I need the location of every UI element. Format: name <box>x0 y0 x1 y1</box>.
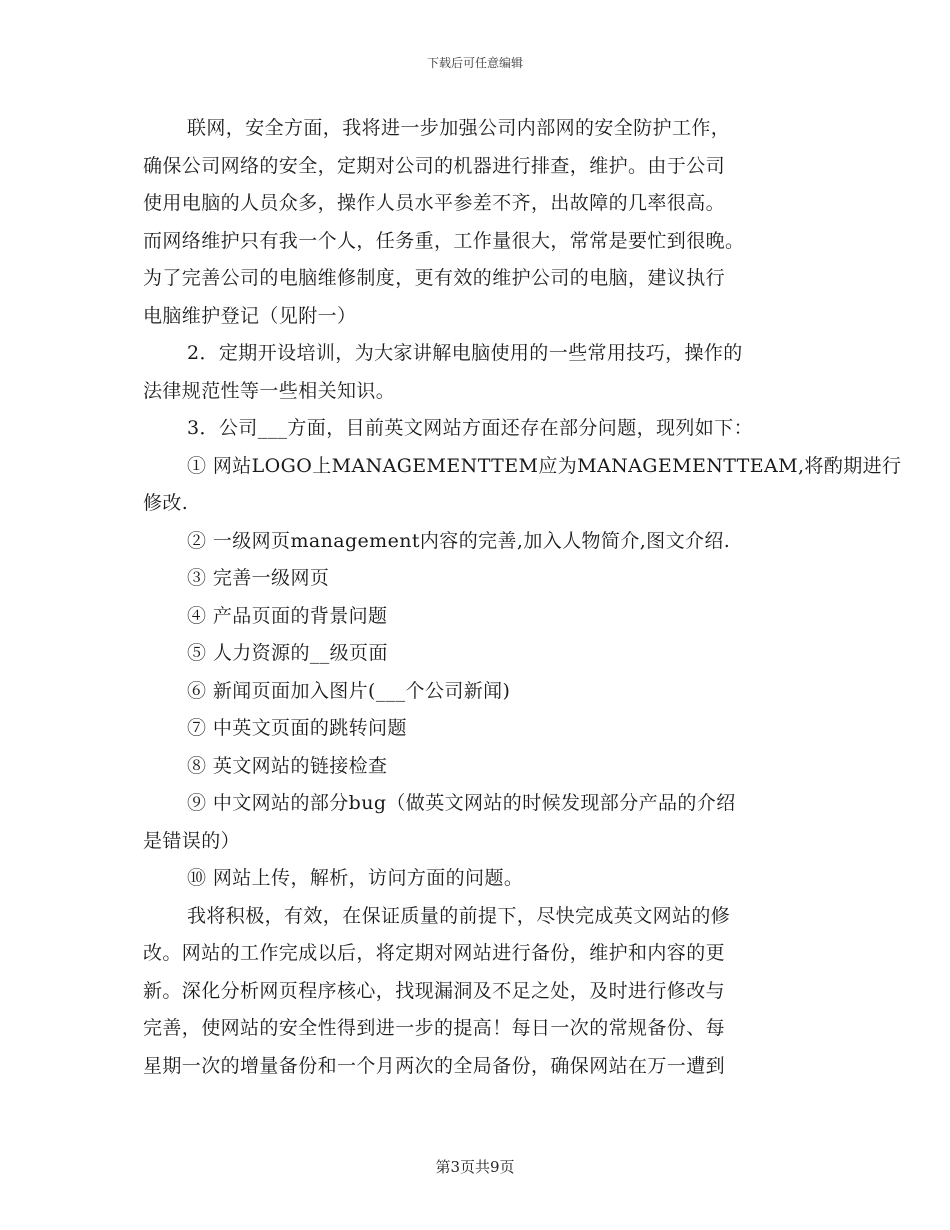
body-line: 改。网站的工作完成以后，将定期对网站进行备份，维护和内容的更 <box>143 942 726 964</box>
list-item: ⑩ 网站上传，解析，访问方面的问题。 <box>187 867 524 889</box>
list-item: ⑥ 新闻页面加入图片(___个公司新闻) <box>187 679 511 702</box>
body-line: 新。深化分析网页程序核心，找现漏洞及不足之处，及时进行修改与 <box>143 979 726 1002</box>
list-item: ④ 产品页面的背景问题 <box>187 604 388 627</box>
body-line: 我将积极，有效，在保证质量的前提下，尽快完成英文网站的修 <box>187 904 731 927</box>
list-item: ⑨ 中文网站的部分bug（做英文网站的时候发现部分产品的介绍 <box>187 792 736 814</box>
list-item: ③ 完善一级网页 <box>187 567 330 589</box>
body-line: 修改. <box>143 492 189 514</box>
list-item: ② 一级网页management内容的完善,加入人物简介,图文介绍. <box>187 529 731 552</box>
body-line: 而网络维护只有我一个人，任务重，工作量很大，常常是要忙到很晚。 <box>143 229 745 252</box>
list-item: ⑦ 中英文页面的跳转问题 <box>187 717 407 739</box>
body-line: 确保公司网络的安全，定期对公司的机器进行排查，维护。由于公司 <box>143 154 726 177</box>
body-line: 是错误的） <box>143 829 241 852</box>
document-body <box>143 110 902 1085</box>
body-line: 使用电脑的人员众多，操作人员水平参差不齐，出故障的几率很高。 <box>143 192 726 214</box>
body-line: 法律规范性等一些相关知识。 <box>143 379 396 402</box>
page-footer: 第3页共9页 <box>435 1158 515 1176</box>
list-item: ⑧ 英文网站的链接检查 <box>187 754 388 777</box>
list-item: ① 网站LOGO上MANAGEMENTTEM应为MANAGEMENTTEAM,将酌期进行 <box>187 454 902 477</box>
body-line: 完善，使网站的安全性得到进一步的提高！每日一次的常规备份、每 <box>143 1017 726 1039</box>
body-line: 联网，安全方面，我将进一步加强公司内部网的安全防护工作， <box>187 117 731 139</box>
body-line: 星期一次的增量备份和一个月两次的全局备份，确保网站在万一遭到 <box>143 1054 726 1077</box>
body-line: 为了完善公司的电脑维修制度，更有效的维护公司的电脑，建议执行 <box>143 267 726 289</box>
body-line: 电脑维护登记（见附一） <box>143 304 357 327</box>
body-line: 2．定期开设培训，为大家讲解电脑使用的一些常用技巧，操作的 <box>187 342 743 364</box>
body-line: 3．公司___方面，目前英文网站方面还存在部分问题，现列如下： <box>187 417 753 439</box>
list-item: ⑤ 人力资源的__级页面 <box>187 642 388 664</box>
page-header: 下载后可任意编辑 <box>426 56 523 70</box>
